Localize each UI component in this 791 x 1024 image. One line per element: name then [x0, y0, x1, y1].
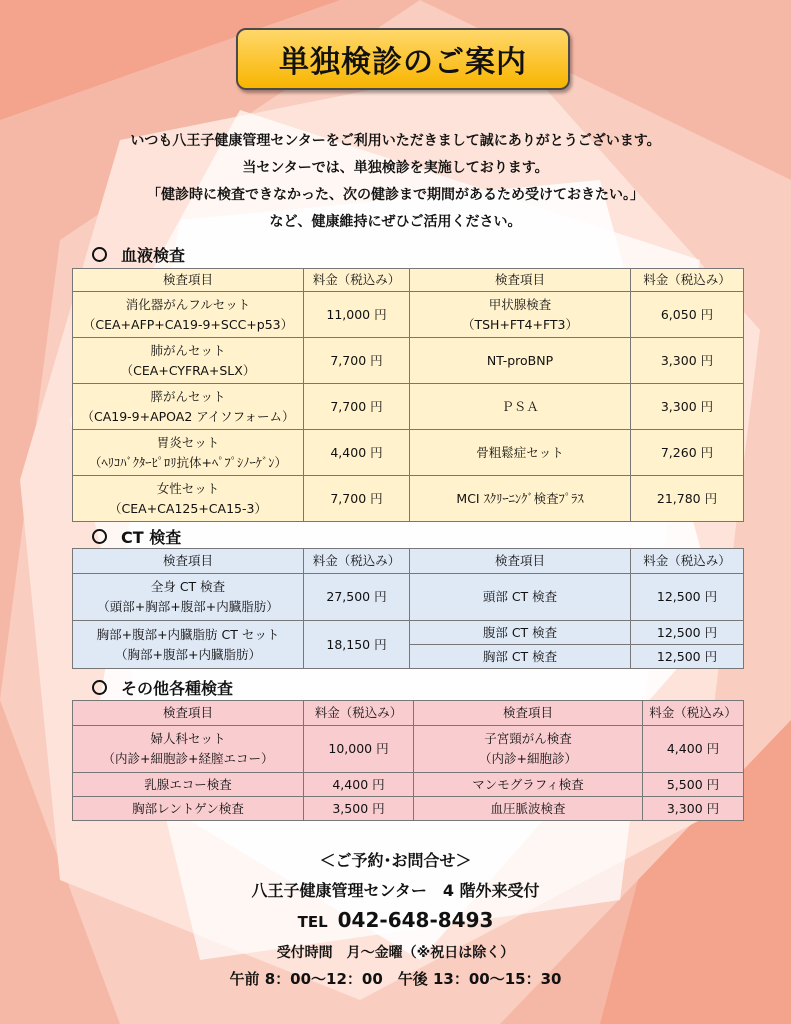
reception-times: 午前 8：00～12：00 午後 13：00～15：30	[229, 970, 562, 988]
price-cell: 6,050 円	[631, 292, 744, 338]
test-name-cell: 胸部+腹部+内臓脂肪 CT セット （胸部+腹部+内臓脂肪）	[73, 621, 304, 669]
test-name-cell: マンモグラフィ検査	[414, 773, 643, 797]
column-header: 料金（税込み）	[631, 269, 744, 292]
intro-line: いつも八王子健康管理センターをご利用いただきまして誠にありがとうございます。	[130, 133, 661, 149]
column-header: 検査項目	[414, 701, 643, 726]
test-name-cell: 腹部 CT 検査	[410, 621, 631, 645]
test-name-cell: 甲状腺検査 （TSH+FT4+FT3）	[410, 292, 631, 338]
table-header-row	[73, 549, 744, 574]
test-name-cell: 胸部 CT 検査	[410, 645, 631, 669]
intro-text	[0, 128, 791, 236]
other-section-heading	[92, 676, 233, 699]
table-row	[73, 797, 744, 821]
test-name-cell: 頭部 CT 検査	[410, 574, 631, 621]
table-header-row	[73, 701, 744, 726]
column-header: 料金（税込み）	[643, 701, 744, 726]
tel-label: TEL	[297, 913, 328, 931]
price-cell: 12,500 円	[631, 621, 744, 645]
test-name-cell: NT-proBNP	[410, 338, 631, 384]
column-header: 検査項目	[73, 701, 304, 726]
intro-line: など、健康維持にぜひご活用ください。	[269, 214, 522, 230]
table-row	[73, 773, 744, 797]
table-row	[73, 384, 744, 430]
table-row	[73, 476, 744, 522]
price-cell: 18,150 円	[304, 621, 410, 669]
ct-section-label: CT 検査	[121, 528, 182, 547]
price-cell: 5,500 円	[643, 773, 744, 797]
blood-section-heading	[92, 243, 185, 266]
phone-number: 042-648-8493	[337, 908, 494, 932]
table-row	[73, 430, 744, 476]
price-cell: 4,400 円	[643, 726, 744, 773]
price-cell: 12,500 円	[631, 645, 744, 669]
price-cell: 21,780 円	[631, 476, 744, 522]
test-name-cell: 婦人科セット （内診+細胞診+経膣エコー）	[73, 726, 304, 773]
ct-section-heading	[92, 525, 181, 548]
test-name-cell: 子宮頸がん検査 （内診+細胞診）	[414, 726, 643, 773]
column-header: 料金（税込み）	[304, 549, 410, 574]
price-cell: 12,500 円	[631, 574, 744, 621]
price-cell: 7,700 円	[304, 384, 410, 430]
price-cell: 4,400 円	[304, 773, 414, 797]
column-header: 検査項目	[73, 269, 304, 292]
column-header: 料金（税込み）	[304, 701, 414, 726]
price-cell: 3,300 円	[631, 384, 744, 430]
price-cell: 3,300 円	[631, 338, 744, 384]
price-cell: 7,700 円	[304, 338, 410, 384]
test-name-cell: 女性セット （CEA+CA125+CA15-3）	[73, 476, 304, 522]
test-name-cell: 胃炎セット （ﾍﾘｺﾊﾞｸﾀｰﾋﾟﾛﾘ抗体+ﾍﾟﾌﾟｼﾉｰｹﾞﾝ）	[73, 430, 304, 476]
table-row	[73, 621, 744, 645]
column-header: 検査項目	[410, 269, 631, 292]
price-cell: 10,000 円	[304, 726, 414, 773]
table-row	[73, 726, 744, 773]
other-section-label: その他各種検査	[121, 679, 234, 698]
price-cell: 7,700 円	[304, 476, 410, 522]
price-cell: 3,300 円	[643, 797, 744, 821]
price-cell: 11,000 円	[304, 292, 410, 338]
test-name-cell: 血圧脈波検査	[414, 797, 643, 821]
test-name-cell: MCI ｽｸﾘｰﾆﾝｸﾞ検査ﾌﾟﾗｽ	[410, 476, 631, 522]
price-cell: 27,500 円	[304, 574, 410, 621]
column-header: 料金（税込み）	[304, 269, 410, 292]
circle-bullet-icon	[92, 247, 107, 262]
contact-place: 八王子健康管理センター 4 階外来受付	[251, 881, 540, 900]
intro-line: 「健診時に検査できなかった、次の健診まで期間があるため受けておきたい。」	[147, 187, 644, 203]
test-name-cell: 全身 CT 検査 （頭部+胸部+腹部+内臓脂肪）	[73, 574, 304, 621]
circle-bullet-icon	[92, 529, 107, 544]
column-header: 検査項目	[73, 549, 304, 574]
price-cell: 4,400 円	[304, 430, 410, 476]
table-row	[73, 338, 744, 384]
test-name-cell: 乳腺エコー検査	[73, 773, 304, 797]
table-header-row	[73, 269, 744, 292]
intro-line: 当センターでは、単独検診を実施しております。	[242, 160, 549, 176]
price-cell: 7,260 円	[631, 430, 744, 476]
circle-bullet-icon	[92, 680, 107, 695]
column-header: 検査項目	[410, 549, 631, 574]
test-name-cell: 膵がんセット （CA19-9+APOA2 アイソフォーム）	[73, 384, 304, 430]
test-name-cell: 骨粗鬆症セット	[410, 430, 631, 476]
price-cell: 3,500 円	[304, 797, 414, 821]
test-name-cell: 肺がんセット （CEA+CYFRA+SLX）	[73, 338, 304, 384]
reception-hours: 受付時間 月～金曜（※祝日は除く）	[276, 945, 515, 961]
blood-section-label: 血液検査	[121, 246, 186, 265]
column-header: 料金（税込み）	[631, 549, 744, 574]
other-test-table	[72, 700, 744, 821]
test-name-cell: 消化器がんフルセット （CEA+AFP+CA19-9+SCC+p53）	[73, 292, 304, 338]
table-row	[73, 292, 744, 338]
contact-heading: ＜ご予約･お問合せ＞	[319, 851, 472, 870]
table-row	[73, 574, 744, 621]
ct-test-table	[72, 548, 744, 669]
test-name-cell: 胸部レントゲン検査	[73, 797, 304, 821]
blood-test-table	[72, 268, 744, 522]
contact-phone	[0, 908, 791, 932]
test-name-cell: ＰＳＡ	[410, 384, 631, 430]
page-title: 単独検診のご案内	[236, 28, 570, 90]
